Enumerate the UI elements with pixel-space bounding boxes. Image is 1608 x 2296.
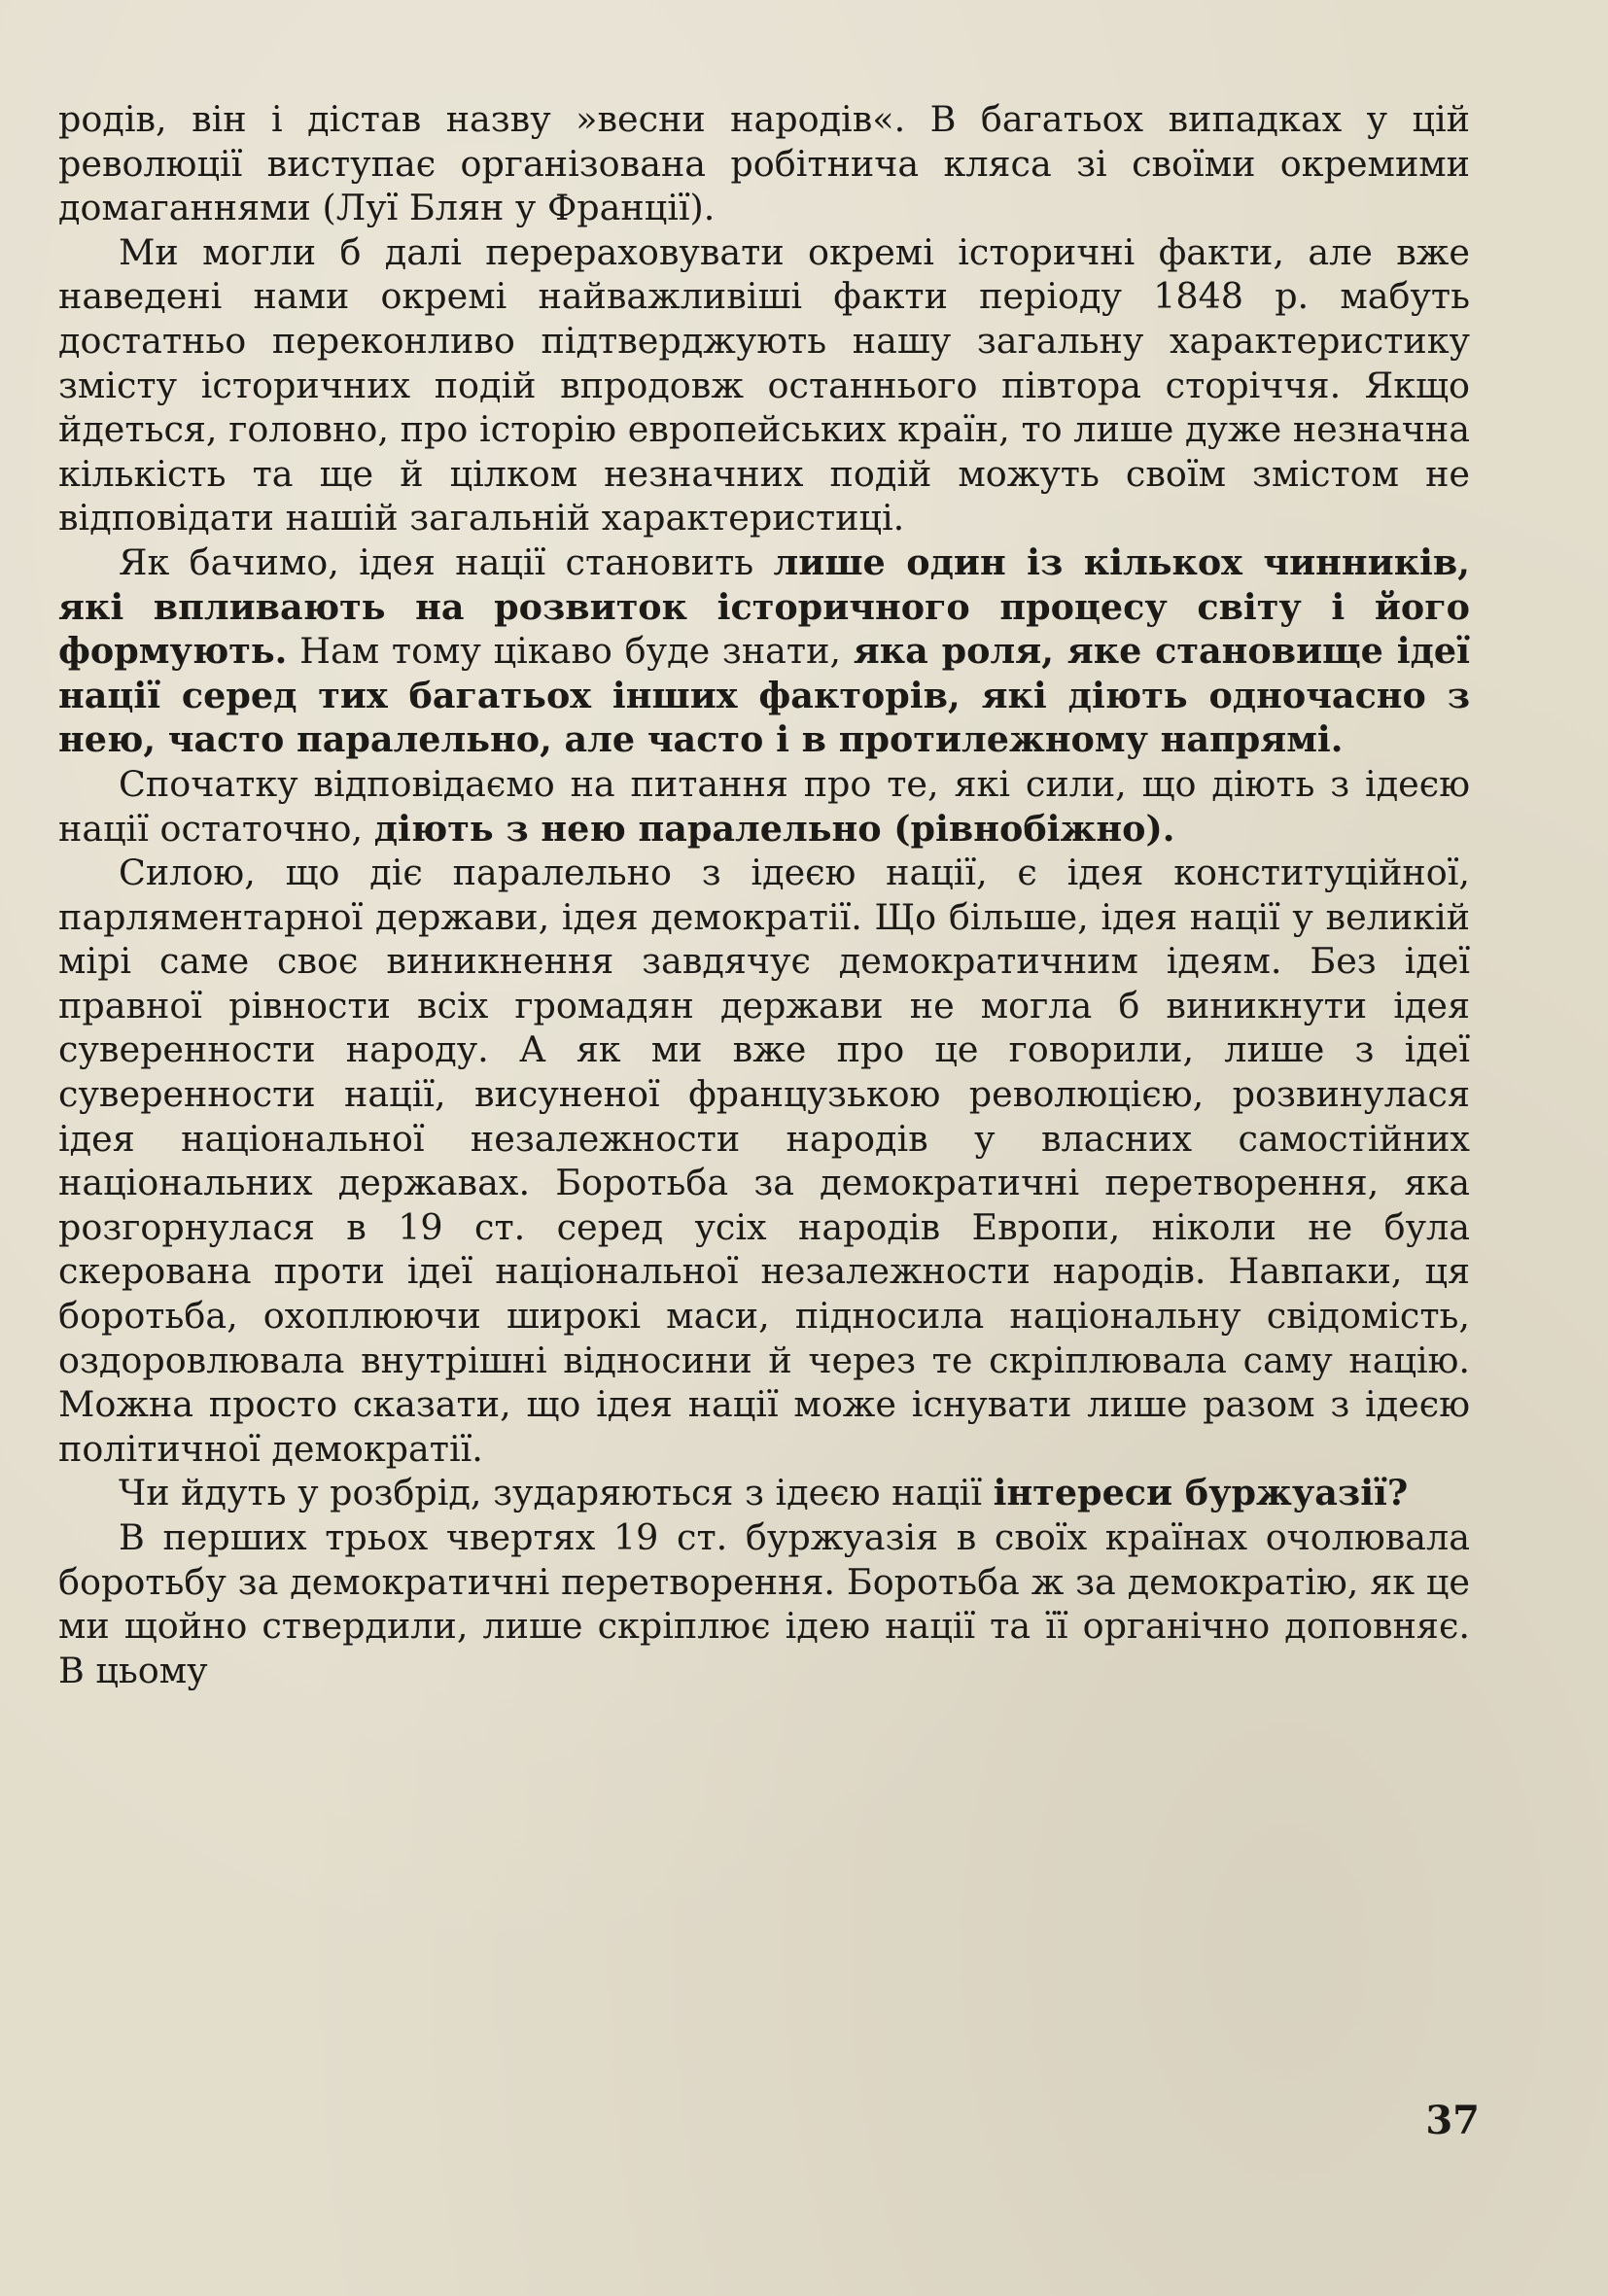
- paragraph-3-bold-run-4: яка роля, яке становище ідеї нації серед тих багатьох інших факторів, які діють одночасно з нею, часто паралельно, але часто і в протилежному напрямі.: [58, 630, 1470, 761]
- paragraph-6: [58, 1471, 1470, 1515]
- paragraph-6-run-1: Чи йдуть у розбрід, зударяються з ідеєю нації: [119, 1472, 994, 1514]
- paragraph-3-run-3: Нам тому цікаво буде знати,: [287, 630, 854, 673]
- paragraph-3: [58, 540, 1470, 762]
- paragraph-5-text: Силою, що діє паралельно з ідеєю нації, є ідея конституційної, парляментарної держави, ідея демократії. Що більше, ідея нації у великій мірі саме своє виникнення завдячує демократичним ідеям. Без ідеї правної рівности всіх громадян держави не могла б виникнути ідея суверенности народу. А як ми вже про це говорили, лише з ідеї суверенности нації, висуненої французькою революцією, розвинулася ідея національної незалежности народів у власних самостійних національних державах. Боротьба за демократичні перетворення, яка розгорнулася в 19 ст. серед усіх народів Европи, ніколи не була скерована проти ідеї національної незалежности народів. Навпаки, ця боротьба, охоплюючи широкі маси, підносила національну свідомість, оздоровлювала внутрішні відносини й через те скріплювала саму націю. Можна просто сказати, що ідея нації може існувати лише разом з ідеєю політичної демократії.: [58, 852, 1470, 1470]
- paragraph-3-bold-run-2: лише один із кількох чинників, які впливають на розвиток історичного процесу світу і його формують.: [58, 540, 1470, 673]
- paragraph-4: [58, 762, 1470, 851]
- paragraph-1-text: родів, він і дістав назву »весни народів«. В багатьох випадках у цій революції виступає організована робітнича кляса зі своїми окремими домаганнями (Луї Блян у Франції).: [58, 98, 1470, 229]
- paragraph-2: [58, 230, 1470, 540]
- paragraph-3-run-1: Як бачимо, ідея нації становить: [119, 540, 774, 583]
- paragraph-5: [58, 851, 1470, 1471]
- paragraph-4-bold-run-2: діють з нею паралельно (рівнобіжно).: [373, 807, 1175, 850]
- paragraph-1: [58, 97, 1470, 230]
- paragraph-7-text: В перших трьох чвертях 19 ст. буржуазія в своїх країнах очолювала боротьбу за демократичні перетворення. Боротьба ж за демократію, як це ми щойно ствердили, лише скріплює ідею нації та її органічно доповняє. В цьому: [58, 1516, 1470, 1691]
- paragraph-2-text: Ми могли б далі перераховувати окремі історичні факти, але вже наведені нами окремі найважливіші факти періоду 1848 р. мабуть достатньо переконливо підтверджують нашу загальну характеристику змісту історичних подій впродовж останнього півтора сторіччя. Якщо йдеться, головно, про історію европейських країн, то лише дуже незначна кількість та ще й цілком незначних подій можуть своїм змістом не відповідати нашій загальній характеристиці.: [58, 230, 1470, 539]
- page-body-text: [58, 97, 1470, 1692]
- page-number: 37: [1425, 2098, 1480, 2143]
- paragraph-7: [58, 1515, 1470, 1692]
- paragraph-4-run-1: Спочатку відповідаємо на питання про те, які сили, що діють з ідеєю нації остаточно,: [58, 762, 1470, 850]
- paragraph-6-bold-run-2: інтереси буржуазії?: [993, 1472, 1409, 1514]
